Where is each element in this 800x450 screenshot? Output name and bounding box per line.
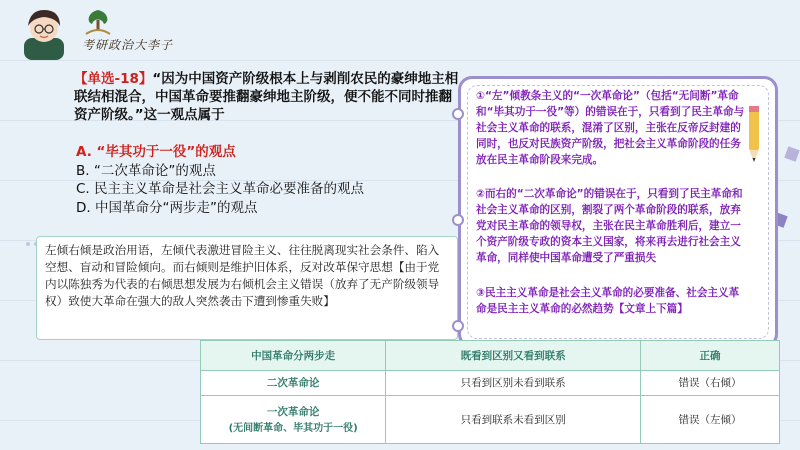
table-cell-subtext: (无间断革命、毕其功于一役) [228, 423, 358, 435]
question-text: “因为中国资产阶级根本上与剥削农民的豪绅地主相联结相混合，中国革命要推翻豪绅地主阶级，便不能不同时推翻资产阶级。”这一观点属于 [74, 71, 459, 123]
card-ring [452, 108, 464, 120]
explanation-text: 左倾右倾是政治用语，左倾代表激进冒险主义、往往脱离现实社会条件、陷入空想、盲动和冒险倾向。而右倾则是维护旧体系，反对改革保守思想【由于党内以陈独秀为代表的右倾思想发展为右倾机会主义错误（放弃了无产阶级领导权）致使大革命在强大的敌人突然袭击下遭到惨重失败】 [45, 243, 440, 308]
table-cell [201, 395, 386, 443]
option-b[interactable]: B. “二次革命论”的观点 [76, 162, 216, 179]
pencil-icon [744, 104, 764, 164]
option-a[interactable]: A. “毕其功于一役”的观点 [76, 144, 236, 160]
table-cell: 错误（右倾） [641, 371, 780, 396]
table-header: 既看到区别又看到联系 [386, 341, 641, 371]
table-row [201, 371, 780, 396]
avatar [18, 4, 70, 60]
table-cell-text: 一次革命论 [266, 406, 320, 419]
brand-name: 考研政治大李子 [82, 38, 174, 52]
table-row [201, 395, 780, 443]
table-cell-text: 二次革命论 [266, 377, 320, 390]
option-c[interactable]: C. 民主主义革命是社会主义革命必要准备的观点 [76, 181, 365, 197]
table-header: 正确 [641, 341, 780, 371]
explanation-box [36, 236, 458, 340]
card-ring [452, 320, 464, 332]
option-d[interactable]: D. 中国革命分“两步走”的观点 [76, 199, 258, 216]
table-cell: 只看到联系未看到区别 [386, 395, 641, 443]
analysis-point-3: ③民主主义革命是社会主义革命的必要准备、社会主义革命是民主主义革命的必然趋势【文章上下篇】 [476, 287, 740, 315]
table-cell: 只看到区别未看到联系 [386, 371, 641, 396]
card-ring [452, 214, 464, 226]
question-tag: 【单选-18】 [74, 71, 153, 87]
table-cell: 错误（左倾） [641, 395, 780, 443]
table-cell [201, 371, 386, 396]
table-header-row [201, 341, 780, 371]
table-header: 中国革命分两步走 [201, 341, 386, 371]
comparison-table [200, 340, 780, 444]
logo-tree-icon [80, 8, 116, 38]
analysis-point-1: ①“左”倾教条主义的“一次革命论”（包括“无间断”革命和“毕其功于一役”等）的错误在于，只看到了民主革命与社会主义革命的联系，混淆了区别，主张在反帝反封建的同时，也反对民族资产阶级，把社会主义革命阶段的任务放在民主革命阶段来完成。 [476, 90, 745, 166]
question-stem [74, 70, 462, 124]
analysis-point-2: ②而右的“二次革命论”的错误在于，只看到了民主革命和社会主义革命的区别，割裂了两个革命阶段的联系，放弃党对民主革命的领导权，主张在民主革命胜利后，建立一个资产阶级专政的资本主义国家，将来再去进行社会主义革命，同样使中国革命遭受了严重损失 [476, 188, 743, 264]
options-list [76, 143, 456, 217]
decor-square [784, 146, 799, 161]
